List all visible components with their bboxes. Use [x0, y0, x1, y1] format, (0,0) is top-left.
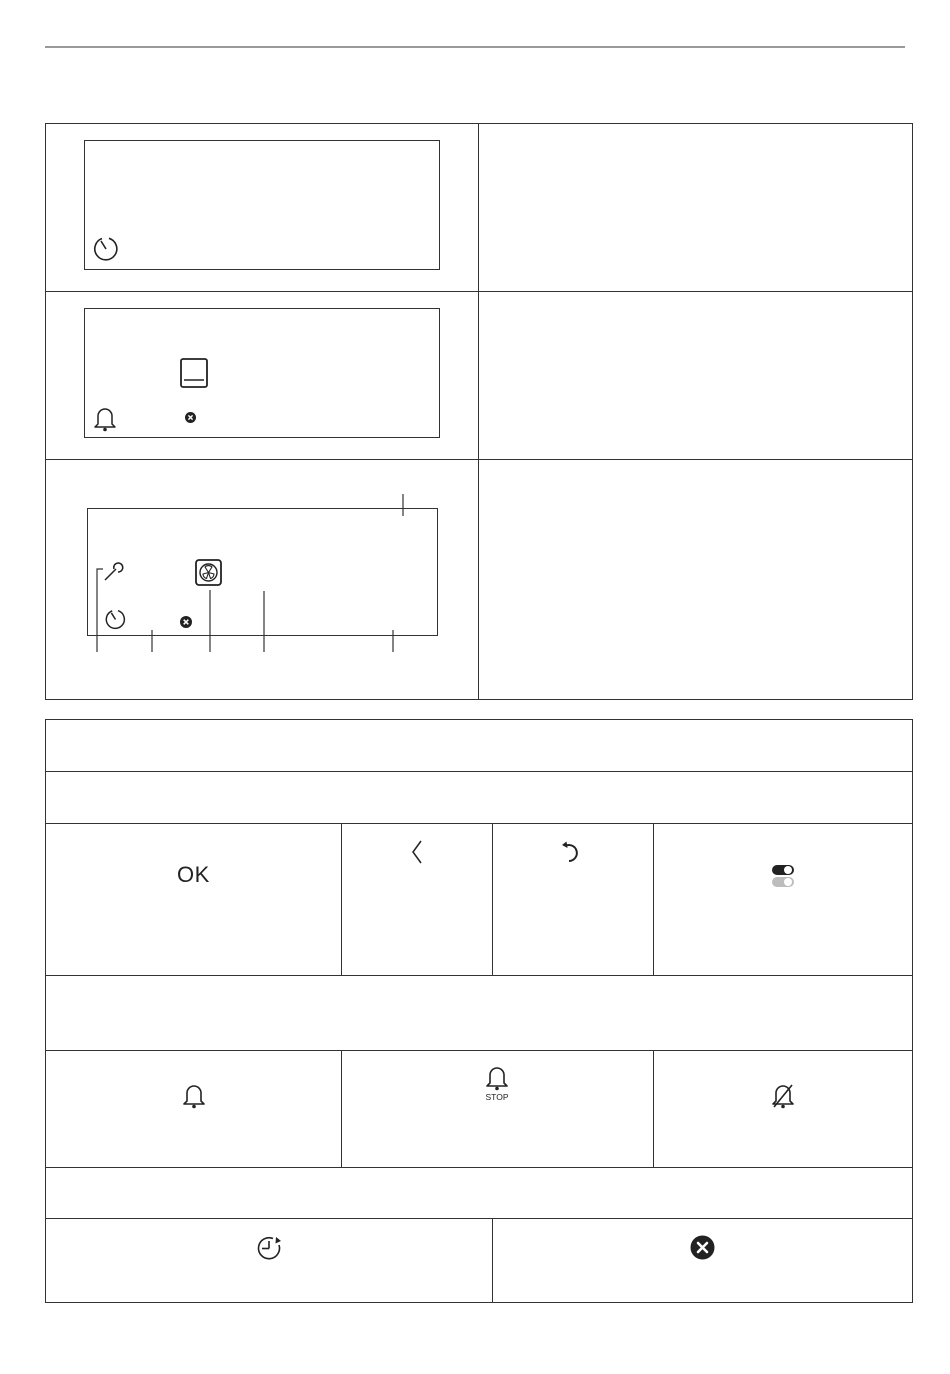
- controls-divider-3: [45, 975, 913, 976]
- cancel-circle-icon: [690, 1235, 715, 1260]
- controls-divider-2: [45, 823, 913, 824]
- timer-icon: [104, 608, 127, 631]
- ok-icon: OK: [177, 862, 210, 887]
- bell-icon: [182, 1082, 206, 1110]
- controls-col-divider: [653, 1050, 654, 1167]
- meat-probe-icon: [103, 560, 127, 582]
- clock-restart-icon: [256, 1235, 283, 1262]
- controls-divider-1: [45, 771, 913, 772]
- fan-icon: [195, 559, 222, 586]
- controls-divider-4: [45, 1050, 913, 1051]
- chevron-left-icon: [410, 840, 424, 864]
- controls-divider-6: [45, 1218, 913, 1219]
- controls-col-divider: [492, 1218, 493, 1303]
- controls-col-divider: [653, 823, 654, 975]
- controls-col-divider: [492, 823, 493, 975]
- controls-divider-5: [45, 1167, 913, 1168]
- controls-col-divider: [341, 1050, 342, 1167]
- controls-col-divider: [341, 823, 342, 975]
- bell-stop-label: STOP: [485, 1092, 509, 1102]
- toggle-icon: [771, 864, 795, 888]
- cancel-x-icon: [180, 616, 192, 628]
- bell-stop-icon: [485, 1065, 509, 1091]
- controls-table: [45, 719, 913, 1303]
- undo-icon: [560, 840, 584, 864]
- bell-mute-icon: [771, 1082, 795, 1110]
